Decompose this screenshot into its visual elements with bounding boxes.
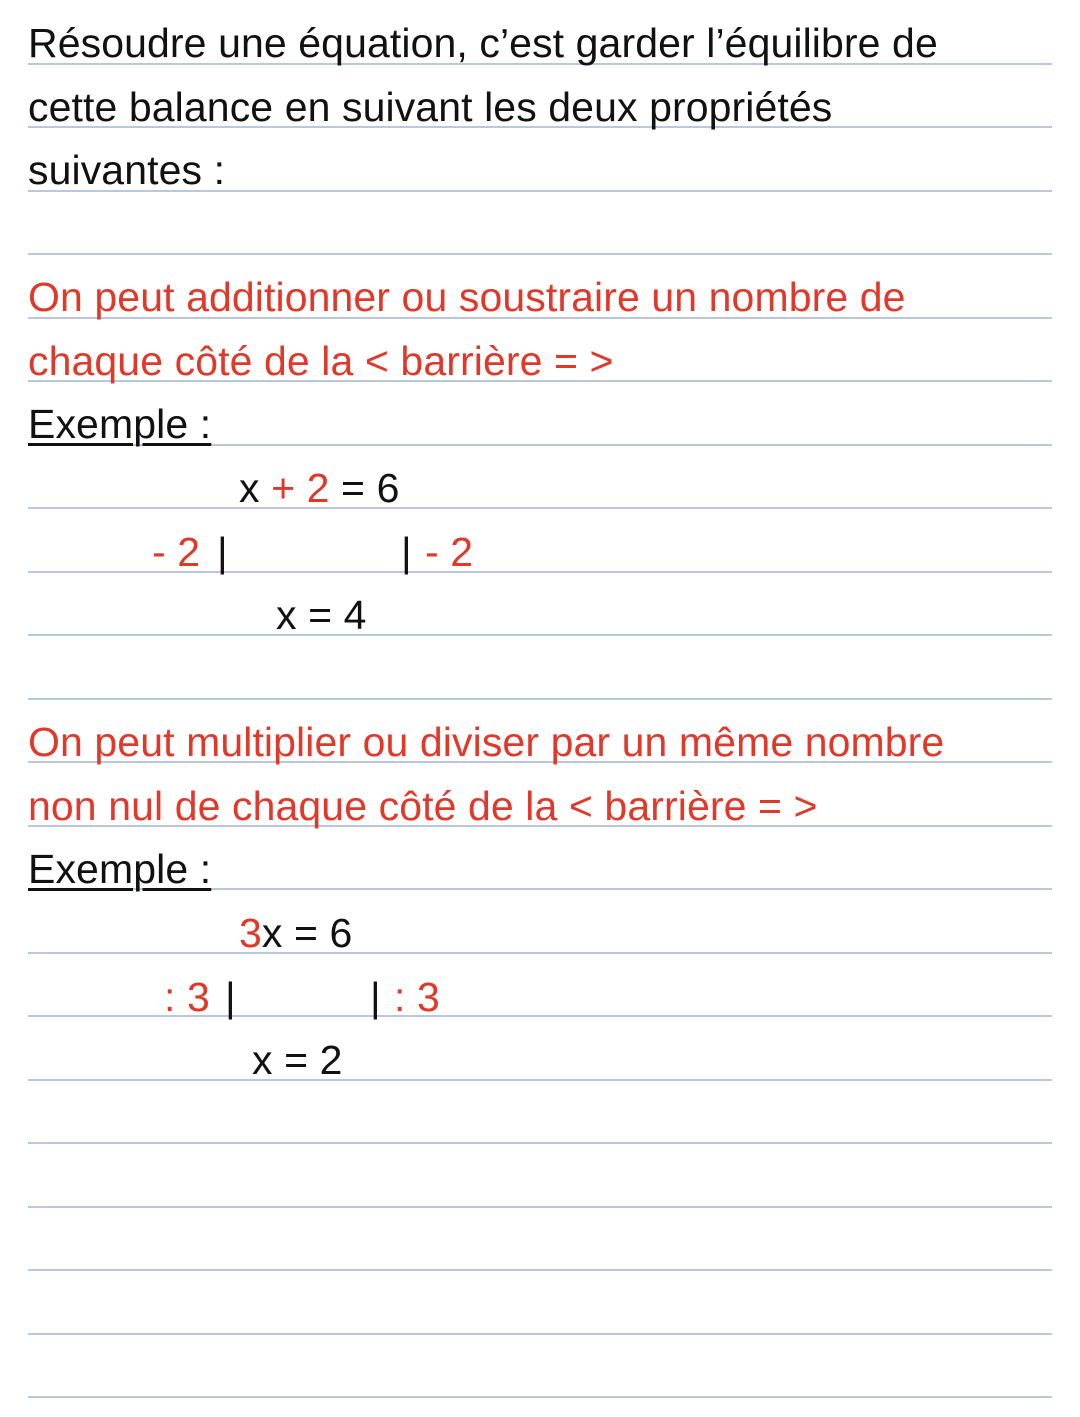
ruled-line <box>28 634 1052 636</box>
barrier-2-left: | <box>225 974 236 1020</box>
operation-2-right: : 3 <box>394 974 440 1020</box>
ruled-line <box>28 952 1052 954</box>
result-2: x = 2 <box>252 1037 343 1083</box>
ruled-line <box>28 698 1052 700</box>
equation-1-plus-two: + 2 <box>271 465 330 511</box>
example-label-1: Exemple : <box>28 401 212 447</box>
ruled-line <box>28 1079 1052 1081</box>
equation-2 <box>239 910 352 956</box>
barrier-1-left: | <box>217 529 228 575</box>
barrier-2-right: | <box>370 974 381 1020</box>
intro-line-3: suivantes : <box>28 147 226 193</box>
intro-line-1: Résoudre une équation, c’est garder l’équilibre de <box>28 20 938 66</box>
equation-2-coefficient: 3 <box>239 910 262 956</box>
rule1-line-2: chaque côté de la < barrière = > <box>28 338 614 384</box>
result-1: x = 4 <box>276 592 367 638</box>
rule2-line-1: On peut multiplier ou diviser par un même nombre <box>28 719 945 765</box>
rule2-line-2: non nul de chaque côté de la < barrière = > <box>28 783 818 829</box>
equation-1-rhs: = 6 <box>341 465 400 511</box>
rule1-line-1: On peut additionner ou soustraire un nombre de <box>28 274 906 320</box>
example-label-2: Exemple : <box>28 846 212 892</box>
equation-1-x: x <box>239 465 260 511</box>
ruled-line <box>28 1206 1052 1208</box>
operation-2-left: : 3 <box>164 974 210 1020</box>
operation-1-right: - 2 <box>425 529 474 575</box>
ruled-line <box>28 1333 1052 1335</box>
ruled-line <box>28 1396 1052 1398</box>
barrier-1-right: | <box>401 529 412 575</box>
ruled-line <box>28 1142 1052 1144</box>
ruled-line <box>28 1269 1052 1271</box>
equation-1 <box>239 465 399 511</box>
intro-line-2: cette balance en suivant les deux propriétés <box>28 84 833 130</box>
ruled-line <box>28 507 1052 509</box>
equation-2-rest: x = 6 <box>261 910 353 956</box>
ruled-line <box>28 253 1052 255</box>
operation-1-left: - 2 <box>152 529 201 575</box>
